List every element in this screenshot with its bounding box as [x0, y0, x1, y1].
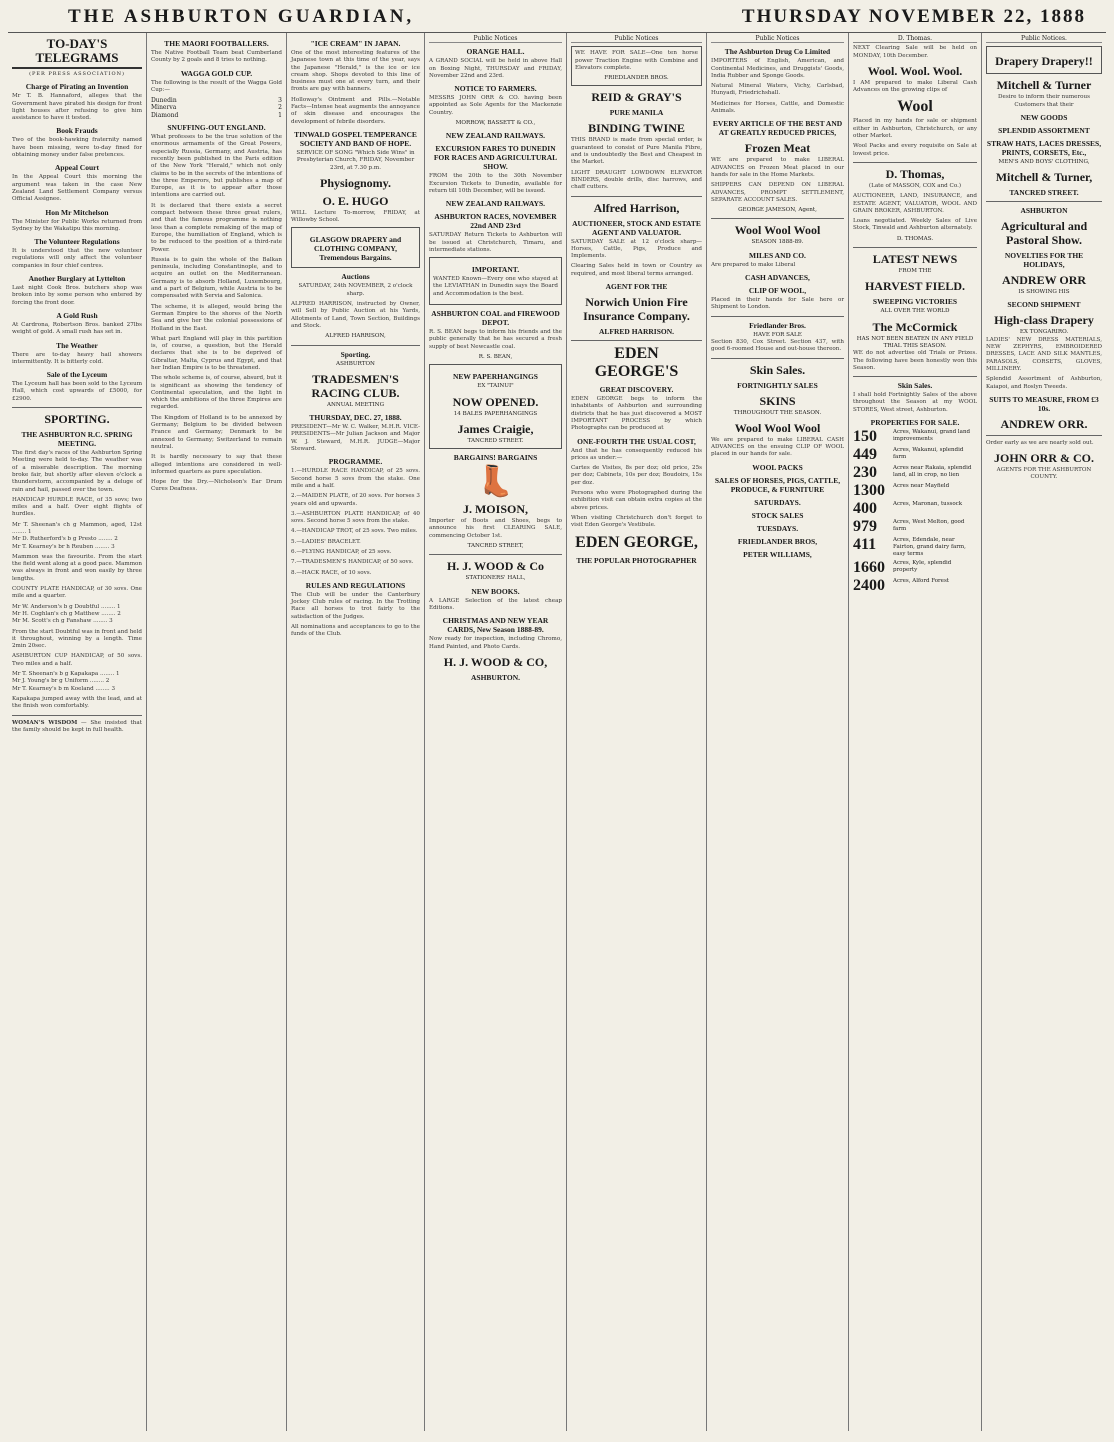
victories-heading: SWEEPING VICTORIES	[872, 297, 958, 307]
fortnightly-heading: FORTNIGHTLY SALES	[737, 380, 818, 390]
table-row: Diamond 1	[151, 111, 282, 119]
body-text: The whole scheme is, of course, absurd, but it is significant as showing the tendency of Continental speculation, and the light in which the ambitions of the three Empires are regarded.	[151, 375, 282, 411]
wagga-heading: WAGGA GOLD CUP.	[180, 68, 253, 78]
harrison2-heading: ALFRED HARRISON.	[598, 327, 674, 337]
tancred2-label: TANCRED STREET,	[467, 543, 524, 550]
body-text: 5.—LADIES' BRACELET.	[291, 538, 361, 545]
nzr-heading: NEW ZEALAND RAILWAYS.	[445, 131, 546, 141]
wool-heading: Wool Wool Wool	[734, 223, 821, 238]
stationers-label: STATIONERS' HALL,	[465, 575, 526, 582]
club-heading: THE ASHBURTON R.C. SPRING MEETING.	[21, 430, 133, 449]
straw-heading: STRAW HATS, LACES DRESSES, PRINTS, CORSETS, Etc.,	[986, 138, 1102, 157]
horses-heading: SALES OF HORSES, PIGS, CATTLE, PRODUCE, & FURNITURE	[714, 475, 841, 494]
highclass-heading: High-class Drapery	[994, 313, 1094, 328]
body-text: What part England will play in this partition is, of course, a question, but the Herald declares that she is to be deprived of Gibraltar, Malta, Cyprus and Egypt, and that her Indian Empire is to be threatened.	[151, 335, 282, 371]
agent-heading: AGENT FOR THE	[605, 282, 668, 292]
latest-heading: LATEST NEWS	[872, 252, 958, 267]
body-text: Hope for the Dry.—Nicholson's Ear Drum Cures Deafness.	[151, 479, 282, 493]
list-item: 2400 Acres, Alford Forest	[853, 577, 949, 595]
body-text: Mr T. Sheenan's ch g Mammon, aged, 12st ........ 1 Mr D. Rutherford's b g Presto ........ 2 Mr T. Kearney's br h Reuben ........ 3	[12, 521, 142, 550]
frozen-heading: Frozen Meat	[744, 141, 811, 156]
for-sale-label: HAVE FOR SALE	[753, 331, 802, 338]
body-text: WANTED Known—Every one who stayed at the LEVIATHAN in Dunedin says the Board and Accommodation is the best.	[433, 276, 558, 297]
saturdays-heading: SATURDAYS.	[754, 497, 801, 507]
column-header: Public Notices	[711, 35, 844, 43]
body-text: There are to-day heavy hail showers intermittently. It is bitterly cold.	[12, 351, 142, 365]
body-text: LADIES' NEW DRESS MATERIALS, NEW ZEPHYRS, EMBROIDERED DRESSES, LACE AND SILK MANTLES, PARASOLS, CORSETS, GLOVES, MILLINERY.	[986, 336, 1102, 372]
column-4	[425, 33, 567, 1431]
column-1	[8, 33, 147, 1431]
tainui-label: EX "TAINUI"	[477, 383, 514, 390]
divider	[12, 407, 142, 408]
glasgow-ad	[291, 227, 420, 268]
telegram-head-5: The Volunteer Regulations	[34, 237, 120, 247]
skin-heading: Skin Sales.	[749, 362, 806, 377]
list-item: 1300 Acres near Mayfield	[853, 482, 950, 500]
mineral-label: Natural Mineral Waters	[711, 83, 787, 90]
divider	[711, 218, 844, 219]
body-text: 2.—MAIDEN PLATE, of 20 sovs. For horses 3 years old and upwards.	[291, 493, 420, 507]
discovery-heading: GREAT DISCOVERY.	[599, 385, 674, 395]
body-text: SATURDAY, 24th NOVEMBER, 2 o'clock sharp.	[298, 283, 413, 297]
tuesdays-heading: TUESDAYS.	[756, 523, 799, 533]
rules-heading: RULES AND REGULATIONS	[305, 580, 406, 590]
telegram-head-3: Appeal Court	[55, 163, 99, 173]
drapery-heading: Drapery Drapery!!	[995, 54, 1093, 69]
body-text: WILL Lecture To-morrow, FRIDAY, at Willowby School.	[291, 209, 420, 224]
sporting-heading: SPORTING.	[44, 412, 110, 427]
divider	[571, 196, 702, 197]
body-text: PRESIDENT—Mr W. C. Walker, M.H.R. VICE-PRESIDENTS—Mr Julian Jackson and Major W. J. Steward, M.H.R. JUDGE—Major Steward.	[291, 424, 420, 453]
masthead-date: THURSDAY NOVEMBER 22, 1888	[741, 6, 1086, 27]
body-text: 1.—HURDLE RACE HANDICAP, of 25 sovs. Second horse 5 sovs from the stake. One mile and a half.	[291, 468, 420, 489]
important-heading: IMPORTANT.	[471, 265, 520, 275]
season-label: SEASON 1888-89.	[751, 239, 804, 246]
body-text: A GRAND SOCIAL will be held in above Hall on Boxing Night, THURSDAY and FRIDAY, November 22nd and 23rd.	[429, 58, 562, 79]
column-header: D. Thomas.	[853, 35, 977, 43]
body-text: Clearing Sales held in town or Country as required, and most liberal terms arranged.	[571, 263, 702, 277]
body-text: SATURDAY SALE at 12 o'clock sharp—Horses, Cattle, Pigs, Produce and Implements.	[571, 238, 702, 260]
body-text: It is hardly necessary to say that these alleged intentions are considered in well-informed quarters as pure speculation.	[151, 454, 282, 475]
skins-heading: SKINS	[759, 393, 796, 408]
pure-heading: PURE MANILA	[609, 108, 664, 118]
tancred-label: TANCRED STREET.	[467, 437, 524, 444]
now-opened-heading: NOW OPENED.	[452, 394, 539, 409]
telegram-head-4: Hon Mr Mitchelson	[45, 207, 109, 217]
telegram-head-1: Charge of Pirating an Invention	[25, 82, 129, 92]
mens-label: MEN'S AND BOYS' CLOTHING,	[998, 158, 1090, 165]
body-text: HANDICAP HURDLE RACE, of 35 sovs; two miles and a half. Over eight flights of hurdles.	[12, 496, 142, 518]
body-text: MESSRS JOHN ORR & CO. having been appointed as Sole Agents for the Mackenzie Country.	[429, 95, 562, 116]
newgoods-heading: NEW GOODS	[1020, 112, 1068, 122]
jameson-label: GEORGE JAMESON, Agent,	[738, 207, 817, 214]
body-text: COUNTY PLATE HANDICAP, of 30 sovs. One mile and a quarter.	[12, 586, 142, 600]
masthead-title: THE ASHBURTON GUARDIAN,	[68, 6, 415, 27]
miles-heading: MILES AND CO.	[749, 250, 806, 260]
tradesmen-heading: TRADESMEN'S RACING CLUB.	[311, 371, 400, 400]
body-text: Kapakapa jumped away with the lead, and at the finish won comfortably.	[12, 695, 142, 710]
list-item: 400 Acres, Maronan, tussock	[853, 500, 963, 518]
wool-heading: Wool. Wool. Wool.	[867, 63, 963, 78]
thomas-heading: D. Thomas,	[885, 166, 945, 181]
sporting-heading: Sporting.	[340, 349, 371, 359]
body-text: Mr T. B. Hannaford, alleges that the Government have pirated his design for front light houses after refusing to give him assistance to have it tested.	[12, 93, 142, 122]
body-text: The following is the result of the Wagga Gold Cup:—	[151, 79, 282, 93]
twine-heading: BINDING TWINE	[588, 121, 685, 136]
body-text: It is understood that the new volunteer regulations will only affect the volunteer companies in four chief centres.	[12, 248, 142, 269]
machinery-ad	[571, 46, 702, 86]
reid-heading: REID & GRAY'S	[591, 90, 682, 105]
wagga-results	[151, 97, 282, 119]
divider	[571, 340, 702, 341]
excursion-heading: EXCURSION FARES TO DUNEDIN FOR RACES AND AGRICULTURAL SHOW.	[433, 144, 558, 172]
masthead	[8, 6, 1106, 33]
body-text: Persons who were Photographed during the exhibition visit can obtain extra copies at the above prices.	[571, 490, 702, 511]
body-text: 3.—ASHBURTON PLATE HANDICAP, of 40 sovs. Second horse 5 sovs from the stake.	[291, 510, 420, 525]
hugo-heading: O. E. HUGO	[322, 193, 389, 208]
temperance-heading: TINWALD GOSPEL TEMPERANCE SOCIETY AND BAND OF HOPE.	[294, 129, 417, 148]
body-text: Mammon was the favourite. From the start the field went along at a good pace. Mammon was always in front and won easily by three lengths.	[12, 553, 143, 582]
body-text: I AM prepared to make Liberal Cash Advances on the growing clips of	[853, 79, 977, 94]
mitchell2-heading: Mitchell & Turner,	[995, 170, 1093, 185]
body-text: AUCTIONEER, LAND, INSURANCE, and ESTATE AGENT, VALUATOR, WOOL AND GRAIN BROKER, ASHBURTON.	[853, 193, 977, 214]
body-text: The first day's races of the Ashburton Spring Meeting were held to-day. The weather was of a miserable description. The morning broke fair, but shortly after eleven o'clock a thunderstorm, accompanied by a deluge of rain and hail, passed over the town.	[12, 450, 142, 493]
bales-label: 14 BALES PAPERHANGINGS	[453, 410, 538, 417]
body-text: Order early as we are nearly sold out.	[986, 439, 1094, 446]
bargains-heading: BARGAINS! BARGAINS	[453, 453, 538, 463]
column-8	[982, 33, 1106, 1431]
skin-sales-heading: Skin Sales.	[897, 381, 933, 391]
divider	[12, 715, 142, 716]
list-item: 230 Acres near Rakaia, splendid land, all in crop, no lien	[853, 464, 972, 482]
body-text: FROM the 20th to the 30th November Excursion Tickets to Dunedin, available for return till 10th December, will be issued.	[429, 173, 562, 194]
body-text: R. S. BEAN begs to inform his friends and the public generally that he has secured a fresh supply of best Newcastle coal.	[429, 329, 562, 350]
throughout-label: THROUGHOUT THE SEASON.	[733, 409, 822, 416]
body-text: Last night Cook Bros. butchers shop was broken into by some person who entered by forcing the front door.	[12, 285, 142, 306]
ashburton-heading: ASHBURTON.	[471, 672, 520, 682]
popular-heading: THE POPULAR PHOTOGRAPHER	[576, 555, 697, 565]
important-ad	[429, 257, 562, 305]
packs-heading: WOOL PACKS	[752, 462, 803, 472]
divider	[711, 316, 844, 317]
body-text: A LARGE Selection of the latest cheap Editions.	[429, 597, 562, 611]
telegram-head-6: Another Burglary at Lyttelton	[28, 274, 126, 284]
body-text: The Kingdom of Holland is to be annexed by Germany; Belgium to be divided between France and Germany; Denmark to be annexed to Germany; Switzerland to remain neutral.	[151, 414, 282, 450]
auctions-heading: Auctions	[341, 272, 370, 282]
andrew-heading: ANDREW ORR	[1001, 273, 1087, 288]
list-item: 150 Acres, Wakanui, grand land improvements	[853, 428, 971, 446]
coal-heading: ASHBURTON COAL and FIREWOOD DEPOT.	[431, 309, 560, 328]
harrison-name: ALFRED HARRISON,	[325, 333, 386, 340]
body-text: WE do not advertise old Trials or Prizes. The following have been honestly won this Season.	[853, 350, 977, 371]
divider	[853, 162, 977, 163]
body-text: The Native Football Team beat Cumberland County by 2 goals and 8 tries to nothing.	[151, 50, 282, 64]
pharma-heading: EVERY ARTICLE OF THE BEST AND AT GREATLY REDUCED PRICES,	[712, 119, 843, 138]
body-text: WE are prepared to make LIBERAL ADVANCES on Frozen Meat placed in our hands for sale in the Home Markets.	[711, 157, 844, 178]
orange-hall-heading: ORANGE HALL.	[466, 47, 525, 57]
list-item: 411 Acres, Edendale, near Fairton, grand dairy farm, easy terms	[853, 536, 966, 558]
column-header: Public Notices.	[986, 35, 1102, 43]
eden2-heading: EDEN GEORGE,	[575, 533, 698, 551]
list-item: 1660 Acres, Kyle, splendid property	[853, 559, 952, 577]
body-text: Two of the book-hawking fraternity named have been missing, were to-day fined for obtaining money under false pretences.	[12, 137, 142, 159]
list-item: 979 Acres, West Melton, good farm	[853, 518, 965, 536]
body-text: SERVICE OF SONG "Which Side Wins" in Presbyterian Church, FRIDAY, November 23rd, at 7.30 p.m.	[296, 149, 415, 171]
body-text: WE HAVE FOR SALE—One ten horse power Traction Engine with Combine and Elevators complete.	[575, 50, 698, 71]
body-text: ALFRED HARRISON, instructed by Owner, will Sell by Public Auction at his Yards, Allotments of Land, Town Section, Buildings and Stock.	[291, 301, 420, 329]
body-text: Natural Mineral Waters, Vichy, Carlsbad, Hunyadi, Friedrichshall.	[711, 83, 844, 97]
body-text: EDEN GEORGE begs to inform the inhabitants of Ashburton and surrounding districts that he has just discovered a MOST IMPORTANT PROCESS by which Photographs can be produced at	[571, 396, 702, 432]
body-text: In the Appeal Court this morning the argument was taken in the case New Zealand Land Settlement Company versus Official Assignee.	[12, 174, 142, 203]
suits-heading: SUITS TO MEASURE, FROM £3 10s.	[989, 394, 1099, 413]
body-text: 8.—HACK RACE, of 10 sovs.	[291, 569, 372, 576]
body-text: THIS BRAND is made from special order, is guaranteed to consist of Pure Manila Fibre, and is undoubtedly the Best and Cheapest in the Market.	[571, 137, 702, 166]
acres-list	[853, 429, 977, 594]
auctioneer-heading: AUCTIONEER, STOCK AND ESTATE AGENT AND VALUATOR.	[572, 218, 701, 237]
column-6	[707, 33, 849, 1431]
novelties-heading: NOVELTIES FOR THE HOLIDAYS,	[1004, 251, 1084, 270]
wool2-heading: Wool Wool Wool	[734, 420, 821, 435]
body-text: WOMAN'S WISDOM — She insisted that the family should be kept in full health.	[12, 719, 142, 733]
divider	[291, 345, 420, 346]
physiognomy-heading: Physiognomy.	[319, 175, 391, 190]
eden-heading: EDEN GEORGE'S	[594, 345, 679, 381]
telegram-head-8: The Weather	[56, 340, 98, 350]
notbeaten-label: HAS NOT BEEN BEATEN IN ANY FIELD TRIAL THIS SEASON.	[856, 335, 974, 349]
showing-label: IS SHOWING HIS	[1018, 289, 1070, 296]
ice-cream-heading: "ICE CREAM" IN JAPAN.	[310, 39, 401, 48]
body-text: Now ready for inspection, including Chromo, Hand Painted, and Photo Cards.	[429, 636, 562, 650]
tongariro-label: EX TONGARIRO.	[1019, 329, 1069, 336]
body-text: The scheme, it is alleged, would bring the German Empire to the shores of the North Sea and give her the colonial possessions of Holland in the East.	[151, 303, 282, 332]
boot-icon: 👢	[476, 464, 515, 500]
list-item: 449 Acres, Wakanui, splendid farm	[853, 446, 964, 464]
divider	[429, 554, 562, 555]
body-text: Loans negotiated. Weekly Sales of Live Stock, Tinwald and Ashburton alternately.	[853, 218, 977, 232]
divider	[853, 247, 977, 248]
wool-big-heading: Wool	[897, 98, 933, 116]
craigie-heading: James Craigie,	[457, 421, 534, 436]
drug-heading: The Ashburton Drug Co Limited	[724, 47, 831, 57]
body-text: Splendid Assortment of Ashburton, Kaiapoi, and Roslyn Tweeds.	[986, 376, 1102, 390]
body-text: I shall hold Fortnightly Sales of the above throughout the Season at my WOOL STORES, West street, Ashburton.	[853, 392, 977, 413]
body-text: Medicines for Horses, Cattle, and Domestic Animals.	[711, 100, 844, 115]
body-text: Placed in their hands for Sale here or Shipment to London.	[711, 297, 844, 311]
divider	[711, 358, 844, 359]
new-books-heading: NEW BOOKS.	[471, 586, 520, 596]
harrison-heading: Alfred Harrison,	[593, 200, 680, 215]
maori-footballers-heading: THE MAORI FOOTBALLERS.	[164, 39, 269, 48]
ashburton-label: ASHBURTON	[336, 360, 375, 367]
glasgow-heading: GLASGOW DRAPERY and CLOTHING COMPANY, Tremendous Bargains.	[309, 235, 402, 263]
table-row: Dunedin 3	[151, 97, 282, 105]
body-text: 6.—FLYING HANDICAP, of 25 sovs.	[291, 548, 392, 555]
mitchell-heading: Mitchell & Turner	[996, 78, 1092, 93]
paperhangings-heading: NEW PAPERHANGINGS	[453, 372, 538, 382]
body-text: What professes to be the true solution of the enormous armaments of the Great Powers, especially Russia, Germany, and Austria, has recently been published in the Paris edition of the New York "Herald," which not only claims to be in the secrets of the intentions of the three Emperors, but publishes a map of Europe, as it is to appear after those intentions are carried out.	[151, 134, 282, 199]
body-text: We are prepared to make LIBERAL CASH ADVANCES on the ensuing CLIP OF WOOL placed in our hands for sale.	[711, 436, 844, 458]
xmas-heading: CHRISTMAS AND NEW YEAR CARDS, New Season 1888-89.	[442, 616, 549, 635]
body-text: Placed in my hands for sale or shipment either in Ashburton, Christchurch, or any other Market.	[853, 118, 977, 140]
body-text: Russia is to gain the whole of the Balkan peninsula, including Constantinople, and to acquire an outlet on the Mediterranean. Germany is to absorb Holland, Luxembourg, and a part of Belgium, while Austria is to be compensated with Servia and Salonica.	[151, 256, 282, 300]
body-text: IMPORTERS of English, American, and Continental Medicines, and Druggists' Goods, India Rubber and Sponge Goods.	[711, 58, 844, 79]
body-text: SHIPPERS CAN DEPEND ON LIBERAL ADVANCES, PROMPT SETTLEMENT, SEPARATE ACCOUNT SALES.	[711, 182, 844, 203]
snuffing-heading: SNUFFING-OUT ENGLAND.	[167, 123, 266, 133]
body-text: Mr T. Sheenan's b g Kapakapa ........ 1 Mr J. Young's br g Uniform ........ 2 Mr T. Kearney's b m Koeland ........ 3	[12, 671, 120, 692]
norwich-heading: Norwich Union Fire Insurance Company.	[583, 295, 690, 324]
divider	[853, 376, 977, 377]
body-text: (Late of MASSON, COX and Co.)	[868, 182, 962, 189]
fourth-cost: ONE-FOURTH THE USUAL COST,	[577, 436, 696, 446]
agshow-heading: Agricultural and Pastoral Show.	[1000, 219, 1088, 248]
notice-farmers-heading: NOTICE TO FARMERS.	[454, 84, 537, 94]
body-text: 4.—HANDICAP TROT, of 25 sovs. Two miles.	[291, 528, 418, 535]
body-text: The Minister for Public Works returned from Sydney by the Wakatipu this morning.	[12, 218, 142, 232]
columns	[8, 33, 1106, 1431]
divider	[986, 201, 1102, 202]
column-2	[147, 33, 287, 1431]
body-text: Are prepared to make Liberal	[711, 261, 796, 268]
second-heading: SECOND SHIPMENT	[1007, 300, 1081, 310]
clip-heading: CLIP OF WOOL,	[748, 286, 807, 296]
column-7	[849, 33, 982, 1431]
fried2-heading: FRIEDLANDER BROS,	[737, 536, 818, 546]
body-text: Mr W. Anderson's b g Doubtful ........ 1 Mr H. Coghlan's ch g Matthew ........ 2 Mr M. Scott's ch g Fanshaw ........ 3	[12, 603, 121, 625]
wood2-heading: H. J. WOOD & CO,	[443, 654, 548, 669]
body-text: From the start Doubtful was in front and held it throughout, winning by a length. Time 2min 20sec.	[12, 628, 142, 650]
morrow-name: MORROW, BASSETT & CO.,	[455, 120, 536, 127]
telegram-head-9: Sale of the Lyceum	[46, 370, 108, 380]
johnorr-heading: JOHN ORR & CO.	[994, 451, 1094, 466]
nzr2-heading: NEW ZEALAND RAILWAYS.	[445, 199, 546, 209]
programme-heading: PROGRAMME.	[328, 457, 383, 467]
body-text: Desire to inform their numerous Customers that their	[998, 94, 1090, 108]
friedlander-name: FRIEDLANDER BROS.	[604, 75, 669, 82]
column-header: Public Notices	[429, 35, 562, 43]
williams-heading: PETER WILLIAMS,	[743, 549, 812, 559]
body-text: ASHBURTON CUP HANDICAP, of 50 sovs. Two miles and a half.	[12, 653, 142, 667]
thomas2-label: D. THOMAS.	[896, 235, 934, 242]
body-text: It is declared that there exists a secret compact between these three great rulers, and that the famous programme is nothing less than a complete remaking of the map of Europe, the humiliation of England, which is to be reduced to the position of a third-rate Power.	[151, 202, 282, 253]
stock-heading: STOCK SALES	[751, 510, 804, 520]
body-text: SATURDAY Return Tickets to Ashburton will be issued at Christchurch, Timaru, and intermediate stations.	[429, 232, 562, 253]
table-row: Minerva 2	[151, 104, 282, 112]
column-5	[567, 33, 707, 1431]
body-text: Holloway's Ointment and Pills.—Notable Facts—Intense heat augments the annoyance of skin disease and encourages the development of febrile disorders.	[291, 96, 420, 125]
body-text: Importer of Boots and Shoes, begs to announce his first CLEARING SALE, commencing October 1st.	[429, 518, 562, 539]
body-text: The Club will be under the Canterbury Jockey Club rules of racing. In the Trotting Race all horses to trot fairly to the satisfaction of the Judges.	[291, 591, 420, 620]
column-3	[287, 33, 425, 1431]
body-text: All nominations and acceptances to go to the funds of the Club.	[291, 624, 420, 638]
press-association: (PER PRESS ASSOCIATION)	[29, 71, 125, 77]
ashburton-heading: ASHBURTON	[1020, 206, 1068, 216]
body-text: 7.—TRADESMEN'S HANDICAP, of 50 sovs.	[291, 559, 414, 566]
friedlander-heading: Friedlander Bros.	[749, 320, 806, 330]
body-text: When visiting Christchurch don't forget to visit Eden George's Vestibule.	[571, 514, 702, 529]
properties-heading: PROPERTIES FOR SALE.	[870, 418, 960, 428]
mccormick-heading: The McCormick	[872, 319, 958, 334]
telegram-head-2: Book Frauds	[56, 126, 98, 136]
drapery-ad	[986, 46, 1102, 74]
splendid-heading: SPLENDID ASSORTMENT	[998, 125, 1090, 135]
telegram-head-7: A Gold Rush	[56, 310, 98, 320]
annual-meeting: ANNUAL MEETING	[326, 401, 385, 408]
wood-heading: H. J. WOOD & Co	[446, 559, 545, 574]
moison-heading: J. MOISON,	[462, 502, 528, 517]
body-text: Cartes de Visites, 8s per doz; old price, 25s per doz; Cabinets, 10s per doz; Boudoirs, 15s per doz.	[571, 465, 702, 486]
body-text: One of the most interesting features of the Japanese town at this time of the year, says the Japanese "Herald," is the ice or ice cream shop. Shops devoted to this line of business must one at every turn, and their fronts are gay with banners.	[291, 50, 420, 93]
body-text: Wool Packs and every requisite on Sale at lowest price.	[853, 143, 977, 157]
body-text: Section 830, Cox Street. Section 437, with good 6-roomed House and out-house thereon.	[711, 338, 844, 353]
races-heading: ASHBURTON RACES, NOVEMBER 22nd AND 23rd	[434, 212, 557, 231]
tancred-heading: TANCRED STREET.	[1009, 188, 1079, 198]
paperhangings-ad	[429, 364, 562, 449]
bean-name: R. S. BEAN,	[478, 353, 513, 360]
body-text: And that he has consequently reduced his prices as under:—	[571, 447, 702, 461]
body-text: At Cardrona, Robertson Bros. banked 27lbs weight of gold. A small rush has set in.	[12, 321, 142, 336]
womans-wisdom-heading: WOMAN'S WISDOM	[12, 719, 78, 726]
from-label: FROM THE	[898, 268, 932, 275]
harvest-heading: HARVEST FIELD.	[864, 279, 966, 294]
cash-heading: CASH ADVANCES,	[745, 273, 810, 283]
telegrams-heading: TO-DAY'S TELEGRAMS	[12, 37, 142, 69]
world-label: ALL OVER THE WORLD	[880, 308, 950, 315]
meeting-date: THURSDAY, DEC. 27, 1888.	[309, 413, 402, 423]
divider	[986, 435, 1102, 436]
column-header: Public Notices	[571, 35, 702, 43]
body-text: AGENTS FOR THE ASHBURTON COUNTY.	[996, 467, 1092, 481]
andrew2-heading: ANDREW ORR.	[1000, 416, 1088, 431]
body-text: LIGHT DRAUGHT LOWDOWN ELEVATOR BINDERS, double drills, disc harrows, and chaff cutters.	[571, 169, 702, 191]
body-text: NEXT Clearing Sale will be held on MONDAY, 10th December.	[853, 45, 977, 59]
body-text: The Lyceum hall has been sold to the Lyceum Hall, which cost upwards of £5000, for £2900.	[12, 381, 142, 402]
